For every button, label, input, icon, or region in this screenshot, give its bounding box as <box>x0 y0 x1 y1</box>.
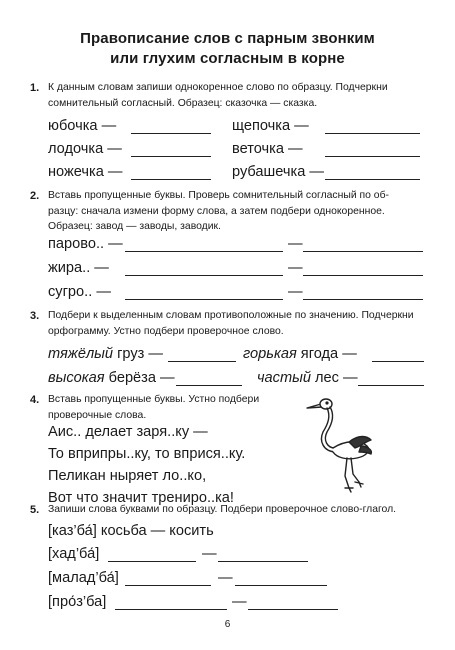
exercise-5-number: 5. <box>30 504 40 516</box>
exercise-4-instr-line: проверочные слова. <box>48 409 147 421</box>
exercise-3-phrase <box>257 370 358 386</box>
answer-blank[interactable] <box>115 609 227 610</box>
exercise-1-word: лодочка — <box>48 141 122 157</box>
answer-blank[interactable] <box>125 585 211 586</box>
exercise-2-instr-line: Вставь пропущенные буквы. Проверь сомнительный согласный по об- <box>48 190 390 201</box>
exercise-3-phrase <box>48 346 163 362</box>
page-title-line-2: или глухим согласным в корне <box>110 50 345 67</box>
phrase-rest: ягода — <box>296 346 357 362</box>
answer-blank[interactable] <box>248 609 338 610</box>
exercise-5-instructions: Запиши слова буквами по образцу. Подбери проверочное слово-глагол. <box>48 504 397 515</box>
exercise-1-word: щепочка — <box>232 118 309 134</box>
answer-blank[interactable] <box>131 179 211 180</box>
poem-line: То вприпры..ку, то вприся..ку. <box>48 446 246 462</box>
answer-blank[interactable] <box>218 561 308 562</box>
highlighted-word: тяжёлый <box>48 346 114 362</box>
exercise-2-word: парово.. — <box>48 236 123 252</box>
exercise-5-dash: — <box>232 594 247 610</box>
answer-blank[interactable] <box>303 299 423 300</box>
exercise-1-word: ножечка — <box>48 164 123 180</box>
exercise-3-instructions <box>48 308 424 339</box>
exercise-5-dash: — <box>218 570 233 586</box>
answer-blank[interactable] <box>235 585 327 586</box>
answer-blank[interactable] <box>131 133 211 134</box>
answer-blank[interactable] <box>325 156 420 157</box>
exercise-2-word: жира.. — <box>48 260 109 276</box>
answer-blank[interactable] <box>176 385 242 386</box>
exercise-2-word: сугро.. — <box>48 284 111 300</box>
exercise-5-transcription: [хад’ба́] <box>48 546 100 562</box>
exercise-2-dash: — <box>288 284 303 300</box>
exercise-5-transcription: [про́з’ба] <box>48 594 107 610</box>
exercise-4-number: 4. <box>30 394 40 406</box>
poem-line: Вот что значит трениро..ка! <box>48 490 234 506</box>
exercise-5-transcription: [малад’ба́] <box>48 570 119 586</box>
exercise-2-instr-line: Образец: завод — заводы, заводик. <box>48 221 221 232</box>
exercise-5-example: [каз’ба́] косьба — косить <box>48 523 214 539</box>
exercise-3-instr-line: орфограмму. Устно подбери проверочное слово. <box>48 325 284 337</box>
exercise-3-instr-line: Подбери к выделенным словам противоположные по значению. Подчеркни <box>48 310 414 321</box>
exercise-3-phrase <box>243 346 357 362</box>
answer-blank[interactable] <box>372 361 424 362</box>
poem-line: Пеликан ныряет ло..ко, <box>48 468 207 484</box>
exercise-3-phrase <box>48 370 175 386</box>
exercise-1-instr-line: сомнительный согласный. Образец: сказочка — сказка. <box>48 97 318 109</box>
exercise-1-instr-line: К данным словам запиши однокоренное слово по образцу. Подчеркни <box>48 82 388 93</box>
answer-blank[interactable] <box>131 156 211 157</box>
exercise-4-instructions <box>48 392 278 423</box>
highlighted-word: высокая <box>48 370 105 386</box>
exercise-4-instr-line: Вставь пропущенные буквы. Устно подбери <box>48 394 260 405</box>
exercise-2-number: 2. <box>30 190 40 202</box>
phrase-rest: берёза — <box>104 370 175 386</box>
page-number: 6 <box>224 619 231 630</box>
stork-illustration <box>305 390 375 495</box>
exercise-2-dash: — <box>288 260 303 276</box>
exercise-5-dash: — <box>202 546 217 562</box>
phrase-rest: лес — <box>310 370 358 386</box>
answer-blank[interactable] <box>108 561 196 562</box>
answer-blank[interactable] <box>168 361 236 362</box>
answer-blank[interactable] <box>125 275 283 276</box>
answer-blank[interactable] <box>358 385 424 386</box>
exercise-2-dash: — <box>288 236 303 252</box>
exercise-1-instructions <box>48 80 424 111</box>
answer-blank[interactable] <box>125 251 283 252</box>
exercise-1-word: веточка — <box>232 141 303 157</box>
exercise-1-word: рубашечка — <box>232 164 324 180</box>
page-title-line-1: Правописание слов с парным звонким <box>80 30 375 47</box>
highlighted-word: частый <box>257 370 311 386</box>
exercise-1-word: юбочка — <box>48 118 117 134</box>
exercise-1-number: 1. <box>30 82 40 94</box>
exercise-3-number: 3. <box>30 310 40 322</box>
exercise-2-instr-line: разцу: сначала измени форму слова, а затем подбери однокоренное. <box>48 205 385 217</box>
answer-blank[interactable] <box>325 133 420 134</box>
answer-blank[interactable] <box>303 251 423 252</box>
answer-blank[interactable] <box>325 179 420 180</box>
answer-blank[interactable] <box>303 275 423 276</box>
phrase-rest: груз — <box>113 346 163 362</box>
exercise-2-instructions <box>48 188 424 235</box>
answer-blank[interactable] <box>125 299 283 300</box>
poem-line: Аис.. делает заря..ку — <box>48 424 208 440</box>
highlighted-word: горькая <box>243 346 297 362</box>
